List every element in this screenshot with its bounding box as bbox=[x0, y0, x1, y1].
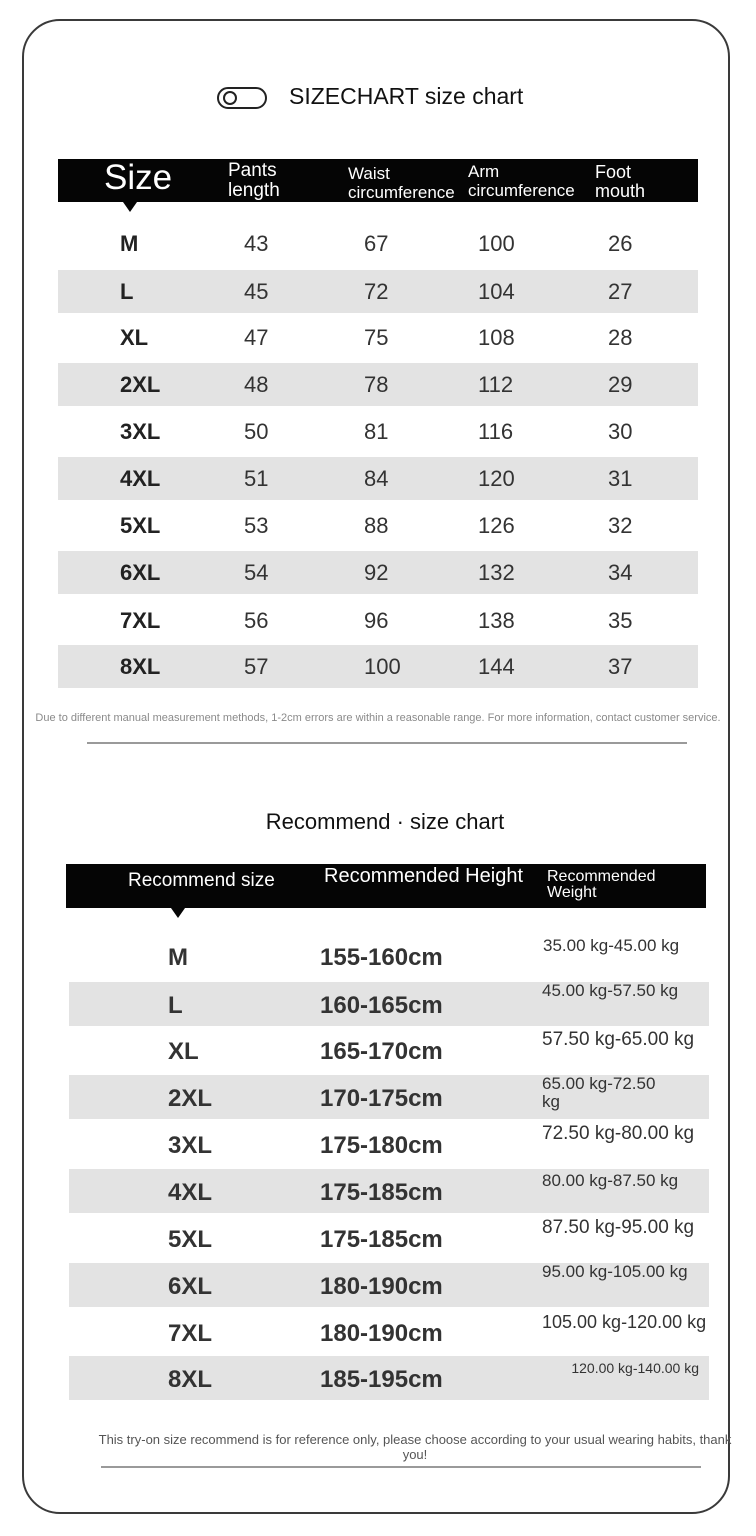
size-cell: 6XL bbox=[168, 1273, 213, 1300]
table-row bbox=[69, 1122, 709, 1166]
weight-cell: 80.00 kg-87.50 kg bbox=[542, 1171, 679, 1190]
header-pointer bbox=[171, 908, 185, 918]
header-waist-line1: Waist bbox=[348, 164, 390, 183]
size-cell: 7XL bbox=[120, 608, 161, 633]
measure-cell: 37 bbox=[608, 654, 633, 679]
measure-cell: 54 bbox=[244, 560, 269, 585]
measure-cell: 92 bbox=[364, 560, 389, 585]
height-cell: 155-160cm bbox=[320, 944, 443, 971]
measure-cell: 26 bbox=[608, 231, 633, 256]
height-cell: 180-190cm bbox=[320, 1320, 443, 1347]
measure-cell: 47 bbox=[244, 325, 269, 350]
header-foot-line1: Foot bbox=[595, 162, 632, 182]
header-pants-length bbox=[228, 161, 280, 201]
measure-cell: 96 bbox=[364, 608, 389, 633]
header-waist-circumference bbox=[348, 164, 455, 202]
table-row bbox=[58, 457, 698, 500]
height-cell: 185-195cm bbox=[320, 1366, 443, 1393]
size-table-header bbox=[58, 159, 698, 202]
measure-cell: 104 bbox=[478, 279, 515, 304]
table-row bbox=[69, 1028, 709, 1072]
size-cell: XL bbox=[168, 1038, 199, 1065]
table-row bbox=[69, 982, 709, 1026]
height-cell: 180-190cm bbox=[320, 1273, 443, 1300]
table-row bbox=[69, 1169, 709, 1213]
table-row bbox=[69, 1263, 709, 1307]
table-row bbox=[69, 1356, 709, 1400]
measure-cell: 27 bbox=[608, 279, 633, 304]
measure-cell: 32 bbox=[608, 513, 633, 538]
header-pants-line2: length bbox=[228, 180, 280, 201]
table-row bbox=[58, 410, 698, 453]
size-cell: 8XL bbox=[120, 654, 161, 679]
measure-cell: 120 bbox=[478, 466, 515, 491]
toggle-knob bbox=[223, 91, 237, 105]
weight-cell: 72.50 kg-80.00 kg bbox=[542, 1123, 695, 1144]
header-pointer bbox=[123, 202, 137, 212]
height-cell: 175-185cm bbox=[320, 1226, 443, 1253]
size-cell: 6XL bbox=[120, 560, 161, 585]
height-cell: 170-175cm bbox=[320, 1085, 443, 1112]
measure-cell: 30 bbox=[608, 419, 633, 444]
recommend-note: This try-on size recommend is for reference only, please choose according to your usual wearing habits, thank you! bbox=[98, 1432, 732, 1462]
table-row bbox=[58, 645, 698, 688]
measure-cell: 84 bbox=[364, 466, 389, 491]
measure-cell: 108 bbox=[478, 325, 515, 350]
header-weight-line2: Weight bbox=[547, 884, 597, 901]
size-cell: 2XL bbox=[120, 372, 161, 397]
height-cell: 165-170cm bbox=[320, 1038, 443, 1065]
recommend-title: Recommend · size chart bbox=[265, 809, 505, 834]
header-arm-line1: Arm bbox=[468, 162, 500, 181]
table-row bbox=[58, 599, 698, 642]
height-cell: 160-165cm bbox=[320, 992, 443, 1019]
table-row bbox=[58, 316, 698, 359]
height-cell: 175-180cm bbox=[320, 1132, 443, 1159]
measure-cell: 35 bbox=[608, 608, 633, 633]
measure-cell: 81 bbox=[364, 419, 389, 444]
measure-cell: 56 bbox=[244, 608, 269, 633]
measure-cell: 126 bbox=[478, 513, 515, 538]
size-cell: 3XL bbox=[168, 1132, 213, 1159]
table-row bbox=[58, 363, 698, 406]
weight-cell: 105.00 kg-120.00 kg bbox=[542, 1312, 707, 1332]
weight-cell: 35.00 kg-45.00 kg bbox=[543, 936, 680, 955]
size-cell: 4XL bbox=[120, 466, 161, 491]
header-recommend-size: Recommend size bbox=[128, 870, 275, 891]
size-cell: XL bbox=[120, 325, 149, 350]
header-waist-line2: circumference bbox=[348, 183, 455, 202]
measure-cell: 57 bbox=[244, 654, 269, 679]
header-weight-line1: Recommended bbox=[547, 868, 656, 885]
table-row bbox=[58, 551, 698, 594]
size-cell: 7XL bbox=[168, 1320, 213, 1347]
weight-cell: 87.50 kg-95.00 kg bbox=[542, 1217, 695, 1238]
size-cell: M bbox=[120, 231, 139, 256]
weight-cell: 45.00 kg-57.50 kg bbox=[542, 981, 679, 1000]
weight-cell: 120.00 kg-140.00 kg bbox=[571, 1360, 699, 1376]
size-cell: 5XL bbox=[120, 513, 161, 538]
measure-cell: 34 bbox=[608, 560, 633, 585]
toggle-icon bbox=[217, 87, 267, 109]
header-recommend-height: Recommended Height bbox=[324, 865, 523, 887]
measure-cell: 144 bbox=[478, 654, 515, 679]
size-cell: 4XL bbox=[168, 1179, 213, 1206]
weight-cell: 95.00 kg-105.00 kg bbox=[542, 1262, 688, 1281]
table-row bbox=[69, 1310, 709, 1354]
header-pants-line1: Pants bbox=[228, 160, 277, 181]
header-foot-line2: mouth bbox=[595, 181, 646, 201]
divider bbox=[87, 742, 687, 744]
measure-cell: 100 bbox=[478, 231, 515, 256]
weight-cell: 65.00 kg-72.50 kg bbox=[542, 1074, 656, 1111]
measurement-note: Due to different manual measurement methods, 1-2cm errors are within a reasonable range. For more information, contact customer service. bbox=[35, 712, 721, 724]
size-cell: M bbox=[168, 944, 188, 971]
measure-cell: 50 bbox=[244, 419, 269, 444]
table-row bbox=[58, 504, 698, 547]
measure-cell: 28 bbox=[608, 325, 633, 350]
measure-cell: 31 bbox=[608, 466, 633, 491]
measure-cell: 88 bbox=[364, 513, 389, 538]
size-cell: 2XL bbox=[168, 1085, 213, 1112]
table-row bbox=[69, 934, 709, 978]
measure-cell: 116 bbox=[478, 419, 514, 444]
measure-cell: 132 bbox=[478, 560, 515, 585]
recommend-table-header bbox=[66, 864, 706, 908]
size-cell: 3XL bbox=[120, 419, 161, 444]
divider bbox=[101, 1466, 701, 1468]
height-cell: 175-185cm bbox=[320, 1179, 443, 1206]
size-cell: L bbox=[168, 992, 183, 1019]
size-cell: L bbox=[120, 279, 134, 304]
page-title: SIZECHART size chart bbox=[289, 83, 524, 109]
measure-cell: 78 bbox=[364, 372, 389, 397]
table-row bbox=[58, 222, 698, 265]
size-cell: 5XL bbox=[168, 1226, 213, 1253]
measure-cell: 45 bbox=[244, 279, 269, 304]
measure-cell: 67 bbox=[364, 231, 389, 256]
header-arm-line2: circumference bbox=[468, 181, 575, 200]
measure-cell: 51 bbox=[244, 466, 269, 491]
measure-cell: 75 bbox=[364, 325, 389, 350]
header-size: Size bbox=[104, 158, 173, 197]
measure-cell: 72 bbox=[364, 279, 389, 304]
measure-cell: 112 bbox=[478, 372, 514, 397]
table-row bbox=[69, 1216, 709, 1260]
table-row bbox=[69, 1075, 709, 1119]
header-foot-mouth bbox=[595, 163, 645, 201]
measure-cell: 138 bbox=[478, 608, 515, 633]
header-recommend-weight bbox=[547, 869, 656, 901]
table-row bbox=[58, 270, 698, 313]
measure-cell: 43 bbox=[244, 231, 269, 256]
size-cell: 8XL bbox=[168, 1366, 213, 1393]
measure-cell: 29 bbox=[608, 372, 633, 397]
measure-cell: 48 bbox=[244, 372, 269, 397]
measure-cell: 53 bbox=[244, 513, 269, 538]
measure-cell: 100 bbox=[364, 654, 401, 679]
weight-cell: 57.50 kg-65.00 kg bbox=[542, 1029, 695, 1050]
chart-title-row bbox=[0, 82, 756, 114]
